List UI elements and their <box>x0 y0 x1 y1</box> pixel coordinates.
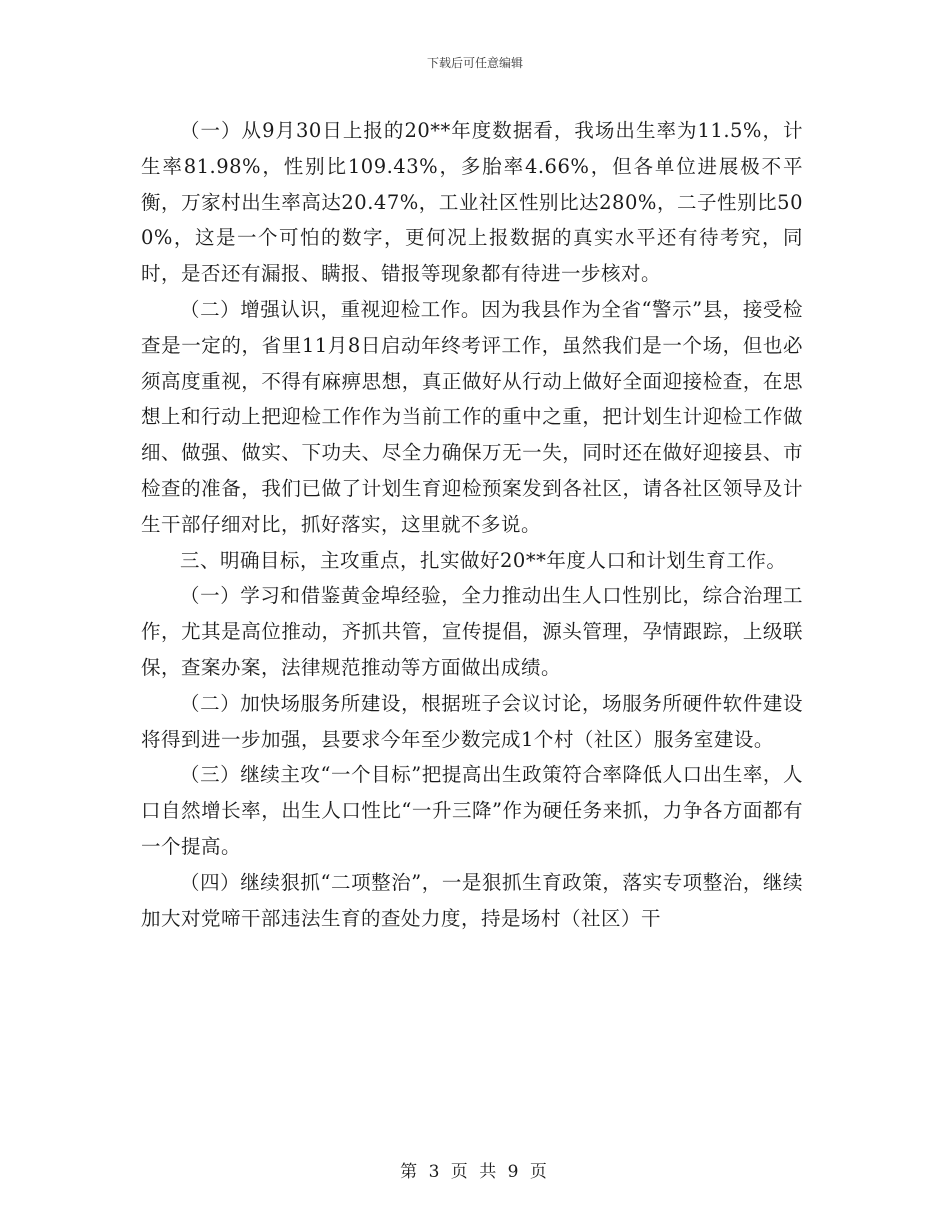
header-note: 下载后可任意编辑 <box>426 56 523 70</box>
section-heading-3: 三、明确目标，主攻重点，扎实做好20**年度人口和计划生育工作。 <box>180 548 787 572</box>
paragraph-2: （二）增强认识，重视迎检工作。因为我县作为全省“警示”县，接受检查是一定的，省里11月8日启动年终考评工作，虽然我们是一个场，但也必须高度重视，不得有麻痹思想，真正做好从行动上做好全面迎接检查，在思想上和行动上把迎检工作作为当前工作的重中之重，把计划生计迎检工作做细、做强、做实、下功夫、尽全力确保万无一失，同时还在做好迎接县、市检查的准备，我们已做了计划生育迎检预案发到各社区，请各社区领导及计生干部仔细对比，抓好落实，这里就不多说。 <box>141 297 803 536</box>
paragraph-3-2: （二）加快场服务所建设，根据班子会议讨论，场服务所硬件软件建设将得到进一步加强，县要求今年至少数完成1个村（社区）服务室建设。 <box>141 691 803 751</box>
paragraph-1: （一）从9月30日上报的20**年度数据看，我场出生率为11.5%，计生率81.98%，性别比109.43%，多胎率4.66%，但各单位进展极不平衡，万家村出生率高达20.47%，工业社区性别比达280%，二子性别比500%，这是一个可怕的数字，更何况上报数据的真实水平还有待考究，同时，是否还有漏报、瞒报、错报等现象都有待进一步核对。 <box>141 119 803 286</box>
paragraph-3-3: （三）继续主攻“一个目标”把提高出生政策符合率降低人口出生率，人口自然增长率，出生人口性比“一升三降”作为硬任务来抓，力争各方面都有一个提高。 <box>141 763 803 858</box>
paragraph-3-4: （四）继续狠抓“二项整治”，一是狠抓生育政策，落实专项整治，继续加大对党啼干部违法生育的查处力度，持是场村（社区）干 <box>141 870 803 930</box>
document-body <box>141 113 803 936</box>
page-number: 第 3 页 共 9 页 <box>400 1162 550 1182</box>
paragraph-3-1: （一）学习和借鉴黄金埠经验，全力推动出生人口性别比，综合治理工作，尤其是高位推动，齐抓共管，宣传提倡，源头管理，孕情跟踪，上级联保，查案办案，法律规范推动等方面做出成绩。 <box>141 584 803 679</box>
